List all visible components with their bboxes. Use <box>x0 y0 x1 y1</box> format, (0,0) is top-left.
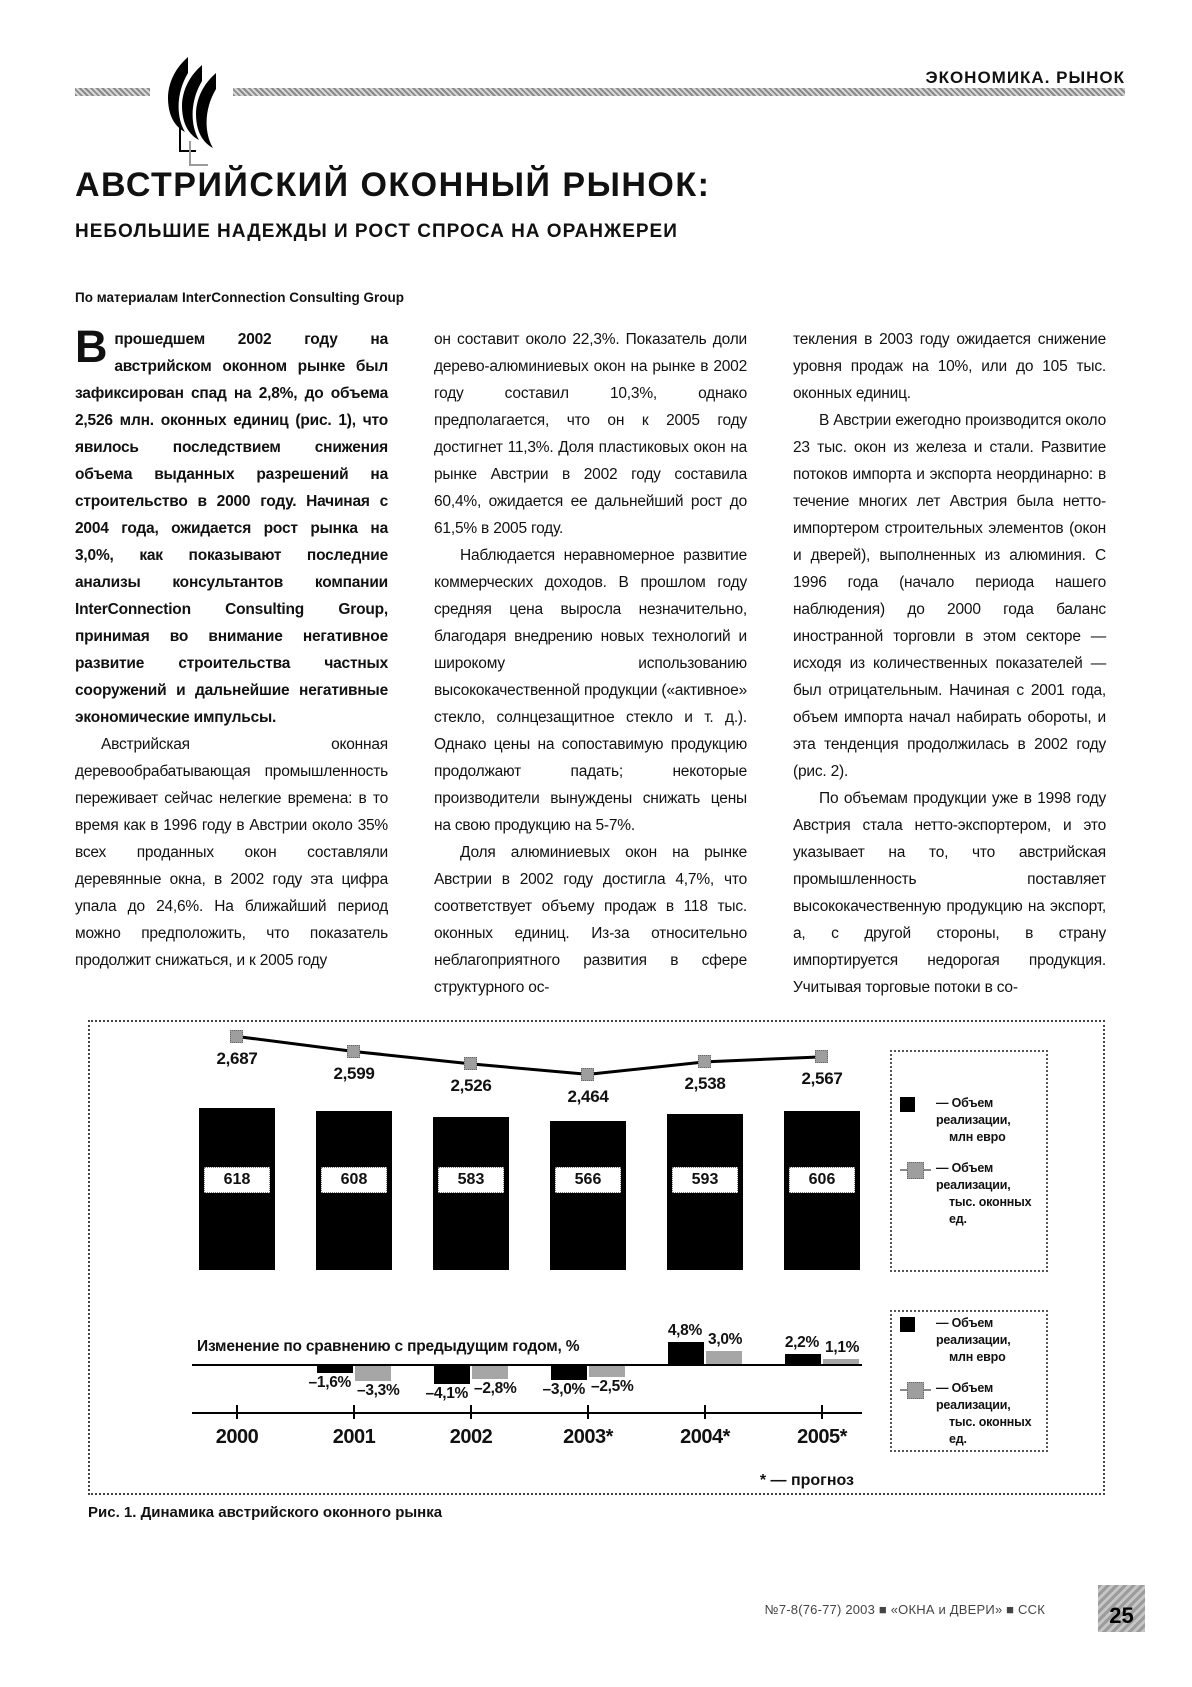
change-bar-euro <box>434 1366 470 1384</box>
lead-paragraph <box>75 326 388 731</box>
axis-tick <box>353 1405 355 1419</box>
line-marker <box>815 1050 828 1063</box>
axis-tick <box>704 1405 706 1419</box>
magazine-logo <box>150 55 234 177</box>
change-value-label: 1,1% <box>825 1339 860 1357</box>
forecast-footnote: * — прогноз <box>759 1472 854 1489</box>
change-bar-euro <box>785 1354 821 1364</box>
change-bar-euro <box>668 1342 704 1364</box>
change-value-label: –2,8% <box>474 1379 517 1397</box>
line-value-label: 2,464 <box>567 1086 609 1106</box>
change-bar-units <box>706 1351 742 1365</box>
change-value-label: –1,6% <box>308 1374 351 1392</box>
year-label: 2005* <box>797 1426 847 1448</box>
line-value-label: 2,526 <box>450 1076 492 1096</box>
change-bar-euro <box>317 1366 353 1373</box>
drop-cap: В <box>75 326 108 372</box>
paragraph-text: По объемам продукции уже в 1998 году Австрия стала нетто-экспортером, и это указывает на то, что австрийская промышленность поставляет высококачественную продукцию на экспорт, а, с другой стороны, в страну импортируется недорогая продукция. Учитывая торговые потоки в со- <box>793 790 1106 996</box>
article-column-3 <box>793 326 1106 1004</box>
change-zero-line <box>192 1364 862 1366</box>
change-bar-units <box>823 1359 859 1364</box>
bar-value-box: 566 <box>555 1167 621 1193</box>
figure-caption: Рис. 1. Динамика австрийского оконного рынка <box>88 1504 443 1521</box>
article-columns <box>75 326 1107 1004</box>
bar-value-box: 608 <box>321 1167 387 1193</box>
line-value-label: 2,687 <box>216 1049 258 1068</box>
paragraph-text: Австрийская оконная деревообрабатывающая промышленность переживает сейчас нелегкие времена: в то время как в 1996 году в Австрии около 35% всех проданных окон составляли деревянные окна, в 2002 году эта цифра упала до 24,6%. На ближайший период можно предположить, что показатель продолжит снижаться, и к 2005 году <box>75 736 388 969</box>
change-bar-euro <box>551 1366 587 1380</box>
figure-frame <box>88 1020 1105 1495</box>
year-label: 2004* <box>680 1426 730 1448</box>
bar-value-box: 618 <box>204 1167 270 1193</box>
paragraph-text: Наблюдается неравномерное развитие коммерческих доходов. В прошлом году средняя цена выросла незначительно, благодаря внедрению новых технологий и широкому использованию высококачественной продукции («активное» стекло, солнцезащитное стекло и т. д.). Однако цены на сопоставимую продукцию продолжают падать; некоторые производители вынуждены снижать цены на свою продукцию на 5-7%. <box>434 547 747 834</box>
bar-value-box: 583 <box>438 1167 504 1193</box>
line-marker <box>464 1057 477 1070</box>
change-bar-units <box>472 1366 508 1379</box>
page-number-badge: 25 <box>1098 1585 1145 1632</box>
section-label: ЭКОНОМИКА. РЫНОК <box>925 68 1125 87</box>
year-label: 2003* <box>563 1426 613 1448</box>
line-marker <box>347 1045 360 1058</box>
legend-label: — Объем реализации, млн евро <box>936 1315 1011 1364</box>
change-value-label: –4,1% <box>425 1385 468 1403</box>
axis-tick <box>821 1405 823 1419</box>
change-value-label: –3,0% <box>542 1380 585 1398</box>
paragraph-text: текления в 2003 году ожидается снижение уровня продаж на 10%, или до 105 тыс. оконных единиц. <box>793 331 1106 402</box>
legend-label: — Объем реализации, млн евро <box>936 1095 1011 1144</box>
change-value-label: 2,2% <box>784 1334 819 1352</box>
year-label: 2001 <box>332 1426 376 1448</box>
line-value-label: 2,599 <box>333 1063 375 1083</box>
axis-tick <box>236 1405 238 1419</box>
paragraph-text: Доля алюминиевых окон на рынке Австрии в 2002 году достигла 4,7%, что соответствует объему продаж в 118 тыс. оконных единиц. Из-за относительно неблагоприятного развития в сфере структурного ос- <box>434 844 747 996</box>
header-rule-right <box>233 88 1125 96</box>
article-column-1 <box>75 326 388 1004</box>
paragraph-text: прошедшем 2002 году на австрийском оконном рынке был зафиксирован спад на 2,8%, до объема 2,526 млн. оконных единиц (рис. 1), что явилось последствием снижения объема выданных разрешений на строительство в 2000 году. Начиная с 2004 года, ожидается рост рынка на 3,0%, как показывают последние анализы консультантов компании InterConnection Consulting Group, принимая во внимание негативное развитие строительства частных сооружений и дальнейшие негативные экономические импульсы. <box>75 331 388 726</box>
header-rule-left <box>75 88 150 96</box>
line-value-label: 2,567 <box>801 1069 843 1089</box>
page-title: АВСТРИЙСКИЙ ОКОННЫЙ РЫНОК: <box>75 166 711 204</box>
line-marker <box>581 1068 594 1081</box>
year-label: 2000 <box>215 1426 259 1448</box>
axis-tick <box>470 1405 472 1419</box>
paragraph-text: он составит около 22,3%. Показатель доли дерево-алюминиевых окон на рынке в 2002 году составил 10,3%, однако предполагается, что он к 2005 году достигнет 11,3%. Доля пластиковых окон на рынке Австрии в 2002 году составила 60,4%, ожидается ее дальнейший рост до 61,5% в 2005 году. <box>434 331 747 537</box>
line-value-label: 2,538 <box>684 1074 726 1094</box>
line-marker <box>698 1055 711 1068</box>
line-marker <box>230 1030 243 1043</box>
page-subtitle: НЕБОЛЬШИЕ НАДЕЖДЫ И РОСТ СПРОСА НА ОРАНЖЕРЕИ <box>75 221 678 242</box>
change-value-label: 4,8% <box>667 1322 702 1340</box>
change-value-label: 3,0% <box>708 1330 743 1348</box>
paragraph-text: В Австрии ежегодно производится около 23 тыс. окон из железа и стали. Развитие потоков импорта и экспорта неординарно: в течение многих лет Австрия была нетто-импортером строительных элементов (окон и дверей), выполненных из алюминия. С 1996 года (начало периода нашего наблюдения) до 2000 года баланс иностранной торговли в этом секторе — исходя из количественных показателей — был отрицательным. Начиная с 2001 года, объем импорта начал набирать обороты, и эта тенденция продолжилась в 2002 году (рис. 2). <box>793 412 1106 780</box>
change-panel-title: Изменение по сравнению с предыдущим годом, % <box>197 1338 580 1355</box>
legend-label: — Объем реализации, тыс. оконных ед. <box>936 1380 1032 1446</box>
change-value-label: –3,3% <box>357 1381 400 1399</box>
axis-tick <box>587 1405 589 1419</box>
change-value-label: –2,5% <box>591 1378 634 1396</box>
footer-issue-line: №7-8(76-77) 2003 ■ «ОКНА и ДВЕРИ» ■ ССК <box>764 1602 1045 1617</box>
change-bar-units <box>589 1366 625 1377</box>
bar-value-box: 593 <box>672 1167 738 1193</box>
change-bar-units <box>355 1366 391 1381</box>
legend-label: — Объем реализации, тыс. оконных ед. <box>936 1160 1032 1226</box>
bar-value-box: 606 <box>789 1167 855 1193</box>
x-axis-line <box>192 1412 862 1414</box>
year-label: 2002 <box>449 1426 493 1448</box>
byline: По материалам InterConnection Consulting Group <box>75 290 404 305</box>
article-column-2 <box>434 326 747 1004</box>
